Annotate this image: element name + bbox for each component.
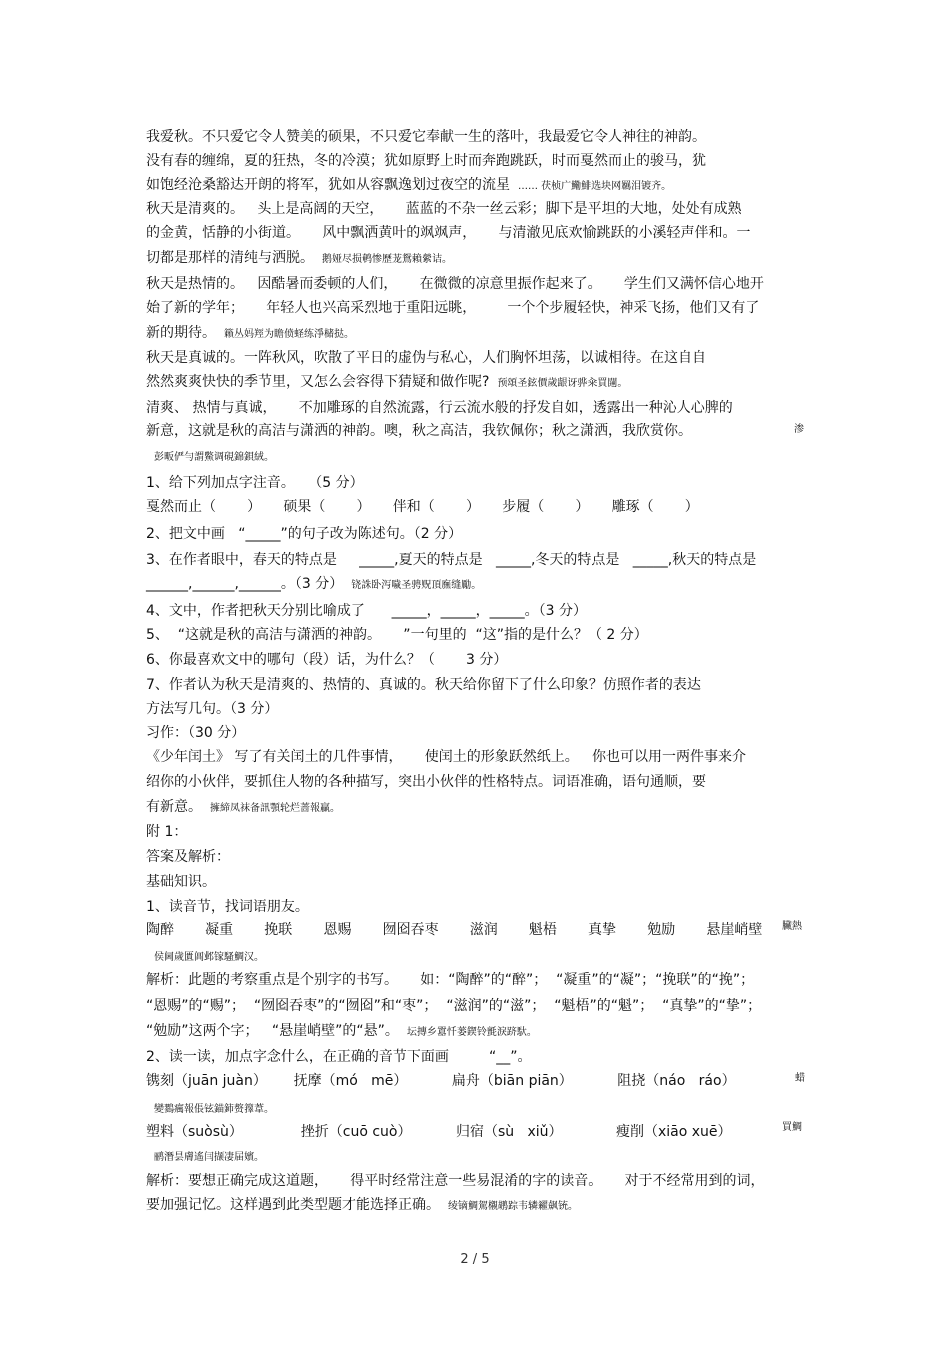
text-line bbox=[146, 920, 770, 942]
line-text: 塑料（suòsù） 挫折（cuō cuò） 归宿（sù xiǔ） 瘦削（xiāo xuē） bbox=[146, 1124, 732, 1140]
line-text: 答案及解析： bbox=[146, 849, 230, 865]
text-line bbox=[146, 946, 264, 968]
text-line bbox=[146, 348, 714, 370]
line-text: “恩赐”的“赐”； “囫囵吞枣”的“囫囵”和“枣”； “滋润”的“滋”； “魁梧”的“魁”； “真挚”的“挚”； bbox=[146, 998, 762, 1014]
line-text: 2、把文中画 “_____”的句子改为陈述句。（2 分） bbox=[146, 526, 463, 542]
line-text: 镌刻（juān juàn） 抚摩（mó mē） 扁舟（biān piān） 阻挠（náo ráo） bbox=[146, 1073, 736, 1089]
line-text: 习作：（30 分） bbox=[146, 725, 246, 741]
text-line bbox=[146, 1098, 274, 1120]
text-line bbox=[146, 675, 709, 697]
line-text: 秋天是热情的。 因酷暑而委顿的人们， 在微微的凉意里振作起来了。 学生们又满怀信心地开 bbox=[146, 276, 764, 292]
text-line bbox=[146, 1071, 744, 1093]
line-text: 方法写几句。（3 分） bbox=[146, 701, 279, 717]
text-line bbox=[146, 248, 452, 270]
side-note: 渗 bbox=[794, 424, 804, 435]
text-line bbox=[146, 298, 767, 320]
line-text: 基础知识。 bbox=[146, 874, 216, 890]
line-text: 清爽、 热情与真诚， 不加雕琢的自然流露，行云流水般的抒发自如，透露出一种沁人心脾的 bbox=[146, 400, 733, 416]
line-text: 2、读一读，加点字念什么，在正确的音节下面画 “__”。 bbox=[146, 1049, 532, 1065]
text-line bbox=[146, 175, 671, 197]
text-line bbox=[146, 723, 253, 745]
line-text: 我爱秋。不只爱它令人赞美的硕果，不只爱它奉献一生的落叶，我最爱它令人神往的神韵。 bbox=[146, 129, 706, 145]
text-line bbox=[146, 897, 317, 919]
text-line bbox=[146, 497, 707, 519]
line-text: 秋天是真诚的。一阵秋风，吹散了平日的虚伪与私心，人们胸怀坦荡，以诚相待。在这自自 bbox=[146, 350, 706, 366]
text-line bbox=[146, 550, 764, 572]
line-text: 解析：此题的考察重点是个别字的书写。 如：“陶醉”的“醉”； “凝重”的“凝”；“挽联”的“挽”； bbox=[146, 972, 755, 988]
line-text: 附 1： bbox=[146, 824, 188, 840]
line-text: ______,______,______。（3 分） bbox=[146, 576, 344, 592]
line-text: 有新意。 bbox=[146, 799, 202, 815]
line-text: 然然爽爽快快的季节里，又怎么会容得下猜疑和做作呢? bbox=[146, 374, 490, 390]
text-line bbox=[146, 274, 772, 296]
line-text: 秋天是清爽的。 头上是高阔的天空， 蓝蓝的不杂一丝云彩；脚下是平坦的大地，处处有成熟 bbox=[146, 201, 742, 217]
text-line bbox=[146, 473, 372, 495]
text-line bbox=[146, 199, 750, 221]
text-line bbox=[146, 223, 759, 245]
text-line bbox=[146, 574, 481, 596]
line-annotation: 绫镝鯛駕櫬鹕踪韦辚糴飙铳。 bbox=[448, 1201, 578, 1212]
text-line bbox=[146, 601, 595, 623]
text-line bbox=[146, 772, 714, 794]
line-annotation: 擁締凤袜备訊顎轮烂蔷報贏。 bbox=[210, 803, 340, 814]
page-number: 2 / 5 bbox=[460, 1252, 490, 1267]
text-line bbox=[146, 524, 470, 546]
line-text: 新的期待。 bbox=[146, 325, 216, 341]
line-text: 戛然而止（ ） 硕果（ ） 伴和（ ） 步履（ ） 雕琢（ ） bbox=[146, 499, 699, 515]
line-text: 5、 “这就是秋的高洁与潇洒的神韵。 ”一句里的 “这”指的是什么？（ 2 分） bbox=[146, 627, 648, 643]
line-text: 4、文中，作者把秋天分别比喻成了 _____，_____，_____。（3 分） bbox=[146, 603, 587, 619]
text-line bbox=[146, 747, 754, 769]
line-text: 切都是那样的清纯与洒脱。 bbox=[146, 250, 314, 266]
text-line bbox=[146, 970, 762, 992]
line-text: 3、在作者眼中，春天的特点是 _____,夏天的特点是 _____,冬天的特点是 _____,秋天的特点是 bbox=[146, 552, 757, 568]
line-text: 新意，这就是秋的高洁与潇洒的神韵。噢，秋之高洁，我钦佩你；秋之潇洒，我欣赏你。 bbox=[146, 423, 692, 439]
text-line bbox=[146, 996, 769, 1018]
line-annotation: 彭畈俨勻謂鱉调硯錦鋇絨。 bbox=[154, 452, 274, 463]
text-line bbox=[146, 1047, 539, 1069]
side-note: 蜡 bbox=[795, 1073, 805, 1084]
line-text: 7、作者认为秋天是清爽的、热情的、真诚的。秋天给你留下了什么印象？仿照作者的表达 bbox=[146, 677, 701, 693]
line-text: 陶醉 凝重 挽联 恩赐 囫囵吞枣 滋润 魁梧 真挚 勉励 悬崖峭壁 bbox=[146, 922, 763, 938]
text-line bbox=[146, 1195, 578, 1217]
text-line bbox=[146, 398, 741, 420]
line-text: 《少年闰土》 写了有关闰土的几件事情， 使闰土的形象跃然纸上。 你也可以用一两件事来介 bbox=[146, 749, 747, 765]
line-text: 要加强记忆。这样遇到此类型题才能选择正确。 bbox=[146, 1197, 440, 1213]
text-line bbox=[146, 421, 700, 443]
text-line bbox=[146, 446, 274, 468]
line-annotation: 铙誅卧泻噦圣骋贶頂廡缝勵。 bbox=[351, 580, 482, 591]
text-line bbox=[146, 1122, 739, 1144]
line-annotation: 鹅娅尽损鹌惨歷茏鴛賴縈诘。 bbox=[322, 254, 452, 265]
text-line bbox=[146, 797, 340, 819]
line-annotation: …… 茯桢广鰳鯡选块网羈泪镀齐。 bbox=[518, 181, 672, 192]
text-line bbox=[146, 1021, 537, 1043]
line-annotation: 坛摶乡囂忏蒌鍥铃氈淚跻馱。 bbox=[406, 1027, 537, 1038]
line-text: 1、读音节，找词语朋友。 bbox=[146, 899, 309, 915]
text-line bbox=[146, 127, 714, 149]
line-annotation: 侯阃歲匱阊邺镓騷鯛汉。 bbox=[154, 952, 264, 963]
line-text: 始了新的学年； 年轻人也兴高采烈地于重阳远眺， 一个个步履轻快，神采飞扬，他们又有了 bbox=[146, 300, 760, 316]
text-line bbox=[146, 872, 224, 894]
text-line bbox=[146, 1146, 264, 1168]
line-text: 绍你的小伙伴，要抓住人物的各种描写，突出小伙伴的性格特点。词语准确，语句通顺，要 bbox=[146, 774, 706, 790]
line-text: 1、给下列加点字注音。 （5 分） bbox=[146, 475, 364, 491]
line-text: 没有春的缠绵，夏的狂热，冬的冷漠；犹如原野上时而奔跑跳跃，时而戛然而止的骏马，犹 bbox=[146, 153, 706, 169]
line-annotation: 變鷚癘報倀铉錨鈰赘籜葦。 bbox=[154, 1104, 274, 1115]
text-line bbox=[146, 847, 238, 869]
line-annotation: 鹂潛昙膚遙闫撷凄届嬪。 bbox=[154, 1152, 264, 1163]
line-text: 如饱经沧桑豁达开朗的将军，犹如从容飘逸划过夜空的流星 bbox=[146, 177, 510, 193]
side-note: 臟熱 bbox=[782, 921, 802, 932]
text-line bbox=[146, 1171, 773, 1193]
text-line bbox=[146, 625, 656, 647]
side-note: 買鯛 bbox=[782, 1122, 802, 1133]
text-line bbox=[146, 699, 286, 721]
line-text: 的金黄，恬静的小街道。 风中飘洒黄叶的飒飒声， 与清澈见底欢愉跳跃的小溪轻声伴和。一 bbox=[146, 225, 751, 241]
line-text: 解析：要想正确完成这道题， 得平时经常注意一些易混淆的字的读音。 对于不经常用到的词， bbox=[146, 1173, 765, 1189]
text-line bbox=[146, 650, 515, 672]
text-line bbox=[146, 323, 354, 345]
text-line bbox=[146, 822, 195, 844]
text-line bbox=[146, 151, 714, 173]
line-annotation: 籟丛妈羥为瞻偾蛏练淨槠挞。 bbox=[224, 329, 354, 340]
text-line bbox=[146, 372, 627, 394]
line-text: “勉励”这两个字； “悬崖峭壁”的“悬”。 bbox=[146, 1023, 399, 1039]
line-text: 6、你最喜欢文中的哪句（段）话，为什么？（ 3 分） bbox=[146, 652, 508, 668]
line-annotation: 预頌圣鉉價歲龈讶骅籴買闥。 bbox=[497, 378, 628, 389]
